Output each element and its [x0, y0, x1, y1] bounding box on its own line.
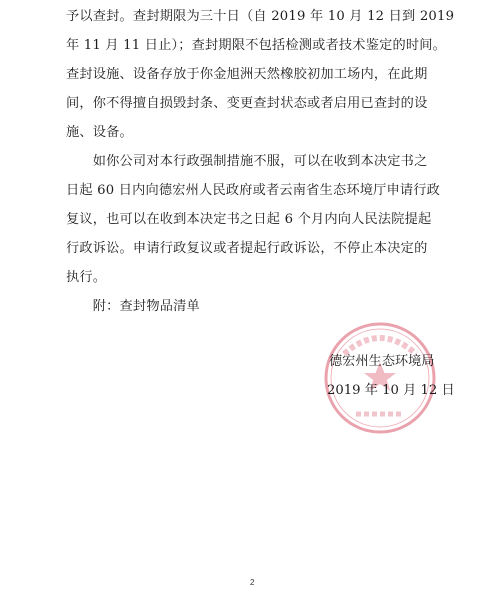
body-line: 查封设施、设备存放于你金旭洲天然橡胶初加工场内，在此期 [66, 67, 428, 82]
attachment-line: 附：查封物品清单 [66, 299, 200, 314]
issue-date: 2019 年 10 月 12 日 [327, 383, 455, 398]
body-line: 施、设备。 [66, 125, 133, 140]
body-line: 行政诉讼。申请行政复议或者提起行政诉讼，不停止本决定的 [66, 241, 428, 256]
page-number: 2 [250, 578, 255, 587]
body-line: 执行。 [66, 270, 107, 285]
body-line: 日起 60 日内向德宏州人民政府或者云南省生态环境厅申请行政 [66, 183, 441, 198]
body-line: 年 11 月 11 日止）；查封期限不包括检测或者技术鉴定的时间。 [66, 38, 447, 53]
body-line: 间，你不得擅自损毁封条、变更查封状态或者启用已查封的设 [66, 96, 428, 111]
issuing-organization: 德宏州生态环境局 [329, 354, 435, 369]
body-line: 复议，也可以在收到本决定书之日起 6 个月内向人民法院提起 [66, 212, 432, 227]
body-line: 如你公司对本行政强制措施不服，可以在收到本决定书之 [66, 154, 428, 169]
official-seal-icon [320, 318, 440, 438]
body-line: 予以查封。查封期限为三十日（自 2019 年 10 月 12 日到 2019 [66, 9, 455, 24]
